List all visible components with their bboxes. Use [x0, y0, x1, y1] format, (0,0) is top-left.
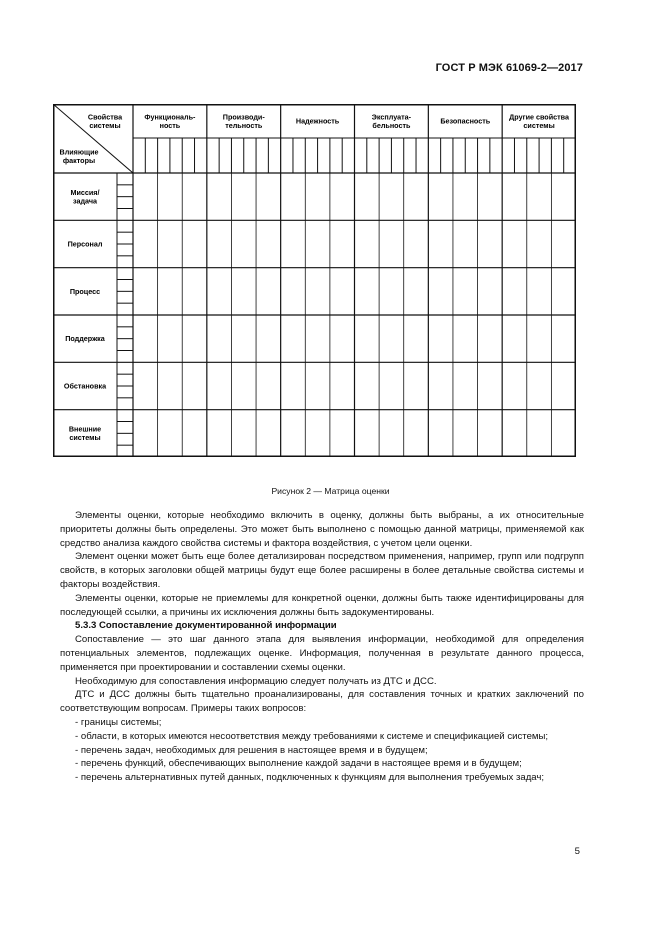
- paragraph: Необходимую для сопоставления информацию следует получать из ДТС и ДСС.: [75, 675, 437, 687]
- factor-row-label: Миссия/ задача: [70, 187, 100, 206]
- corner-label-properties: Свойства системы: [87, 112, 123, 130]
- list-item: - области, в которых имеются несоответствия между требованиями к системе и спецификацией системы;: [75, 730, 549, 742]
- figure-caption: Рисунок 2 — Матрица оценки: [271, 486, 390, 496]
- list-item: - перечень задач, необходимых для решения в настоящее время и в будущем;: [75, 744, 428, 756]
- property-column-header: Производи-тельность: [222, 112, 265, 130]
- property-column-header: Надежность: [295, 116, 340, 126]
- document-header: ГОСТ Р МЭК 61069-2—2017: [435, 62, 583, 74]
- factor-row-label: Поддержка: [65, 334, 105, 344]
- property-column-header: Другие свойства системы: [509, 112, 569, 130]
- list-item: - границы системы;: [75, 716, 162, 728]
- paragraph: Элемент оценки может быть еще более детализирован посредством применения, например, групп или подгрупп свойств, в которых заголовки общей матрицы будут еще более расширены в более детальные свойства системы и факторы воздействия.: [60, 551, 584, 590]
- factor-row-label: Обстановка: [63, 381, 107, 391]
- paragraph: Элементы оценки, которые не приемлемы для конкретной оценки, должны быть также идентифицированы для последующей ссылки, а причины их исключения должны быть задокументированы.: [60, 592, 584, 618]
- list-item: - перечень альтернативных путей данных, подключенных к функциям для выполнения требуемых задач;: [75, 772, 545, 784]
- property-column-header: Безопасность: [440, 116, 491, 126]
- page-number: 5: [574, 846, 580, 857]
- matrix-grid: [53, 104, 576, 457]
- paragraph: Сопоставление — это шаг данного этапа для выявления информации, необходимой для определения потенциальных элементов, подлежащих оценке. Информация, полученная в результате данного процесса, применяется при проектировании и составлении схемы оценки.: [60, 634, 584, 673]
- paragraph: Элементы оценки, которые необходимо включить в оценку, должны быть выбраны, а их относительные приоритеты должны быть определены. Это может быть выполнено с помощью данной матрицы, применяемой как средство анализа каждого свойства системы и фактора воздействия, с учетом цели оценки.: [60, 510, 584, 549]
- corner-label-factors: Влияющие факторы: [59, 147, 99, 165]
- section-heading: 5.3.3 Сопоставление документированной информации: [75, 620, 337, 632]
- body-text: [60, 509, 584, 785]
- paragraph: ДТС и ДСС должны быть тщательно проанализированы, для составления точных и кратких заключений по соответствующим вопросам. Примеры таких вопросов:: [60, 689, 584, 715]
- factor-row-label: Внешние системы: [68, 424, 102, 443]
- factor-row-label: Процесс: [69, 286, 101, 296]
- property-column-header: Эксплуата-бельность: [371, 112, 412, 130]
- evaluation-matrix: [53, 104, 576, 457]
- list-item: - перечень функций, обеспечивающих выполнение каждой задачи в настоящее время и в будущем;: [75, 758, 522, 770]
- property-column-header: Функциональ-ность: [144, 112, 196, 130]
- matrix-border: [54, 105, 576, 457]
- factor-row-label: Персонал: [67, 239, 103, 249]
